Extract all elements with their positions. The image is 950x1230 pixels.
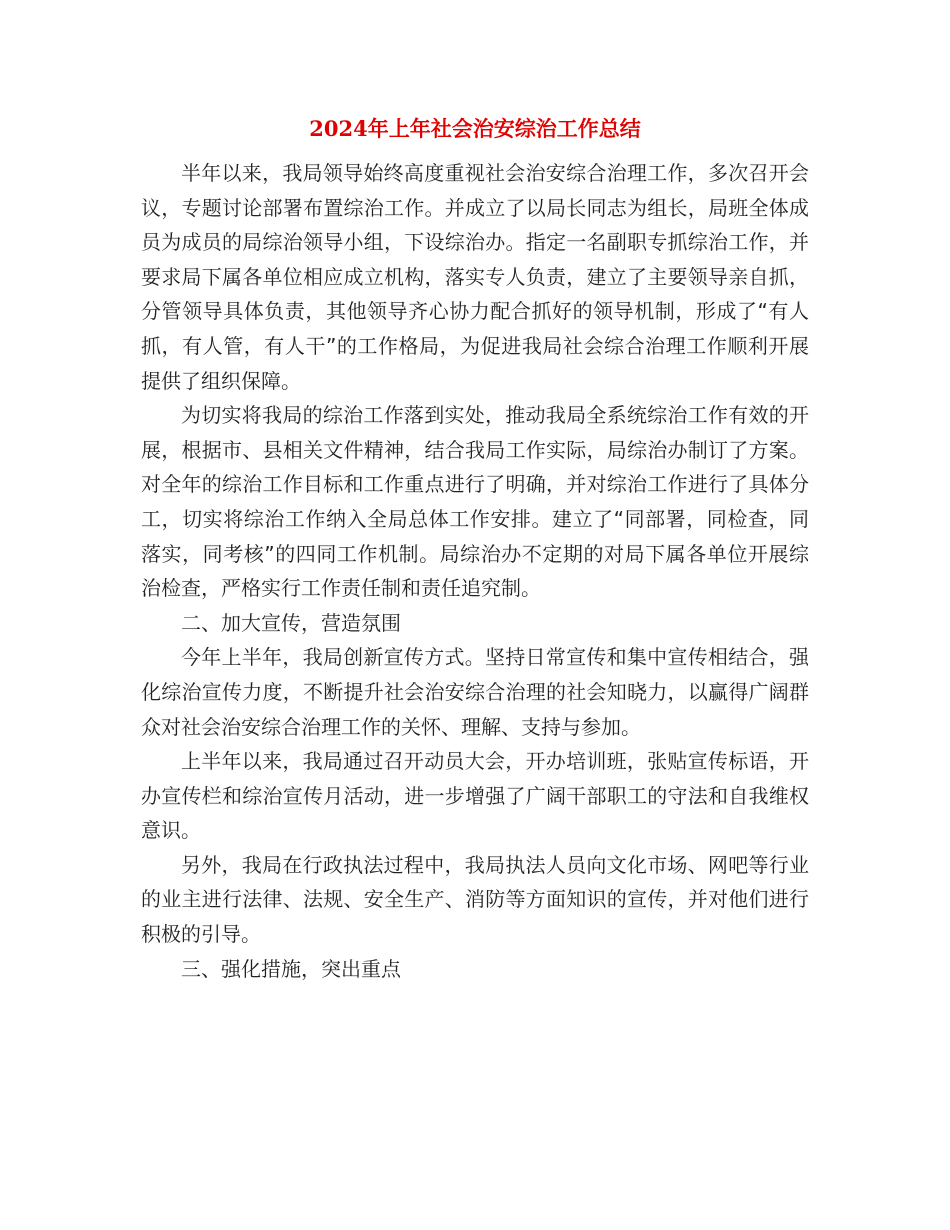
section-heading-measures: 三、强化措施，突出重点 <box>181 956 401 981</box>
document-body <box>141 156 809 986</box>
paragraph-publicity-activities: 上半年以来，我局通过召开动员大会，开办培训班，张贴宣传标语，开办宣传栏和综治宣传月活动，进一步增强了广阔干部职工的守法和自我维权意识。 <box>141 749 809 843</box>
paragraph-leadership: 半年以来，我局领导始终高度重视社会治安综合治理工作，多次召开会议，专题讨论部署布置综治工作。并成立了以局长同志为组长，局班全体成员为成员的局综治领导小组，下设综治办。指定一名副职专抓综治工作，并要求局下属各单位相应成立机构，落实专人负责，建立了主要领导亲自抓，分管领导具体负责，其他领导齐心协力配合抓好的领导机制，形成了“有人抓，有人管，有人干”的工作格局，为促进我局社会综合治理工作顺利开展提供了组织保障。 <box>141 161 809 393</box>
paragraph-law-enforcement: 另外，我局在行政执法过程中，我局执法人员向文化市场、网吧等行业的业主进行法律、法规、安全生产、消防等方面知识的宣传，并对他们进行积极的引导。 <box>141 852 809 947</box>
section-heading-publicity: 二、加大宣传，营造氛围 <box>181 610 401 635</box>
paragraph-publicity-methods: 今年上半年，我局创新宣传方式。坚持日常宣传和集中宣传相结合，强化综治宣传力度，不断提升社会治安综合治理的社会知晓力，以赢得广阔群众对社会治安综合治理工作的关怀、理解、支持与参加。 <box>141 645 809 739</box>
document-title: 2024年上年社会治安综治工作总结 <box>309 116 641 141</box>
paragraph-implementation: 为切实将我局的综治工作落到实处，推动我局全系统综治工作有效的开展，根据市、县相关文件精神，结合我局工作实际，局综治办制订了方案。对全年的综治工作目标和工作重点进行了明确，并对综治工作进行了具体分工，切实将综治工作纳入全局总体工作安排。建立了“同部署，同检查，同落实，同考核”的四同工作机制。局综治办不定期的对局下属各单位开展综治检查，严格实行工作责任制和责任追究制。 <box>141 403 809 601</box>
